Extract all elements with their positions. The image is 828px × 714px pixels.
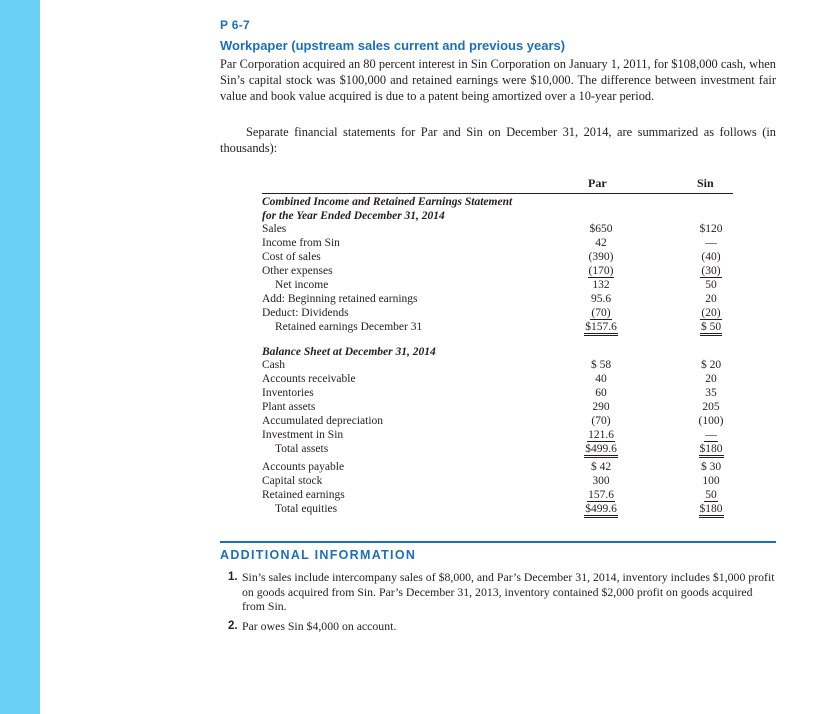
sin-value: $180 (699, 443, 724, 458)
row-label: Retained earnings December 31 (275, 321, 423, 333)
row-label: Accounts payable (262, 461, 345, 473)
table-row (0, 461, 828, 475)
row-label: Other expenses (262, 265, 333, 277)
table-row (0, 307, 828, 321)
list-item (228, 619, 776, 634)
row-label: Add: Beginning retained earnings (262, 293, 418, 305)
table-row (0, 443, 828, 457)
par-value: (390) (588, 251, 614, 263)
row-label: Deduct: Dividends (262, 307, 349, 319)
row-label: Inventories (262, 387, 314, 399)
problem-title: Workpaper (upstream sales current and previous years) (220, 38, 566, 53)
row-label: Investment in Sin (262, 429, 344, 441)
summary-paragraph: Separate financial statements for Par and Sin on December 31, 2014, are summarized as follows (in thousands): (220, 125, 776, 155)
sin-value: 20 (705, 293, 717, 305)
item-text: Par owes Sin $4,000 on account. (242, 619, 397, 633)
par-value: $499.6 (584, 503, 618, 518)
problem-number: P 6-7 (220, 18, 250, 32)
row-label: Accounts receivable (262, 373, 356, 385)
par-value: 157.6 (588, 489, 614, 501)
table-row (0, 387, 828, 401)
table-row (0, 401, 828, 415)
table-row (0, 223, 828, 237)
table-row (0, 373, 828, 387)
item-text: Sin’s sales include intercompany sales of $8,000, and Par’s December 31, 2014, inventory includes $1,000 profit on goods acquired from Sin. Par’s December 31, 2013, inventory contained $2,000 profit on goods acquired from Sin. (242, 570, 775, 613)
par-value: 290 (592, 401, 610, 413)
par-value: 300 (592, 475, 610, 487)
par-value: (70) (591, 307, 611, 319)
additional-info-heading: ADDITIONAL INFORMATION (220, 548, 417, 562)
par-value: $499.6 (584, 443, 618, 458)
row-label: Plant assets (262, 401, 316, 413)
par-value: (70) (591, 415, 611, 427)
sin-value: $ 20 (700, 359, 722, 371)
sin-value: 35 (705, 387, 717, 399)
column-header-par: Par (588, 176, 607, 190)
table-header-rule (262, 193, 733, 194)
table-row (0, 475, 828, 489)
table-row (0, 265, 828, 279)
table-row (0, 237, 828, 251)
table-row (0, 293, 828, 307)
table-row (0, 279, 828, 293)
table-row (0, 503, 828, 517)
item-number: 1. (228, 571, 238, 583)
sin-value: — (705, 429, 717, 441)
row-label: Retained earnings (262, 489, 345, 501)
sin-value: 50 (705, 279, 717, 291)
table-row (0, 429, 828, 443)
income-heading-line1: Combined Income and Retained Earnings Statement (262, 196, 513, 208)
balance-heading: Balance Sheet at December 31, 2014 (262, 346, 436, 358)
table-row (0, 489, 828, 503)
par-value: 60 (595, 387, 607, 399)
row-label: Total equities (275, 503, 338, 515)
sin-value: (30) (701, 265, 721, 277)
row-label: Sales (262, 223, 287, 235)
sin-value: 20 (705, 373, 717, 385)
table-row (0, 359, 828, 373)
intro-paragraph: Par Corporation acquired an 80 percent interest in Sin Corporation on January 1, 2011, for $108,000 cash, when Sin’s capital stock was $100,000 and retained earnings were $10,000. The difference between investment fair value and book value acquired is due to a patent being amortized over a 10-year period. (220, 57, 776, 103)
row-label: Total assets (275, 443, 329, 455)
sin-value: — (705, 237, 717, 249)
row-label: Income from Sin (262, 237, 340, 249)
row-label: Net income (275, 279, 329, 291)
row-label: Cost of sales (262, 251, 321, 263)
par-value: $ 58 (590, 359, 612, 371)
list-item (228, 570, 776, 614)
par-value: $650 (589, 223, 613, 235)
sin-value: (100) (698, 415, 724, 427)
par-value: (170) (588, 265, 614, 277)
sin-value: 100 (702, 475, 720, 487)
sin-value: (40) (701, 251, 721, 263)
par-value: 121.6 (588, 429, 614, 441)
par-value: $157.6 (584, 321, 618, 336)
item-number: 2. (228, 620, 238, 632)
table-row (0, 321, 828, 335)
par-value: 40 (595, 373, 607, 385)
section-divider (220, 541, 776, 543)
row-label: Accumulated depreciation (262, 415, 384, 427)
column-header-sin: Sin (697, 176, 714, 190)
left-sidebar-stripe (0, 0, 40, 714)
row-label: Cash (262, 359, 285, 371)
sin-value: 205 (702, 401, 720, 413)
par-value: 132 (592, 279, 610, 291)
sin-value: 50 (705, 489, 717, 501)
income-heading-line2: for the Year Ended December 31, 2014 (262, 210, 445, 222)
sin-value: $ 30 (700, 461, 722, 473)
row-label: Capital stock (262, 475, 323, 487)
par-value: $ 42 (590, 461, 612, 473)
sin-value: $ 50 (700, 321, 722, 336)
sin-value: (20) (701, 307, 721, 319)
table-row (0, 415, 828, 429)
sin-value: $180 (699, 503, 724, 518)
par-value: 42 (595, 237, 607, 249)
table-row (0, 251, 828, 265)
sin-value: $120 (699, 223, 723, 235)
par-value: 95.6 (590, 293, 612, 305)
